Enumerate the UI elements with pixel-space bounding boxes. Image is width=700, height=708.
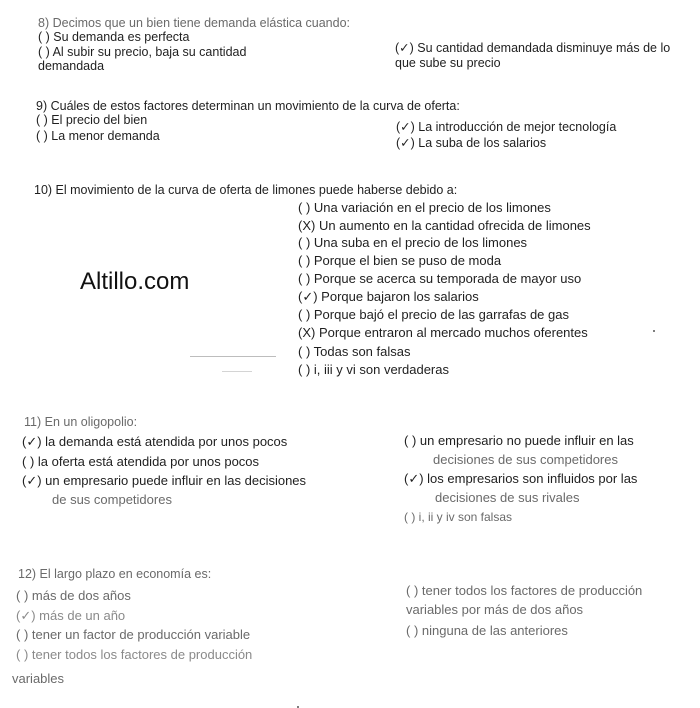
q11-option-f: ( ) i, ii y iv son falsas xyxy=(404,510,513,524)
q9-option-d: (✓) La suba de los salarios xyxy=(396,136,547,150)
q11-option-b: ( ) la oferta está atendida por unos pocos xyxy=(22,454,260,469)
q10-option-10: ( ) i, iii y vi son verdaderas xyxy=(298,362,449,377)
q10-option-5: ( ) Porque se acerca su temporada de mayor uso xyxy=(298,271,582,286)
q10-option-6: (✓) Porque bajaron los salarios xyxy=(298,289,479,304)
q10-question: 10) El movimiento de la curva de oferta de limones puede haberse debido a: xyxy=(34,183,458,197)
q12-option-c: ( ) tener un factor de producción variable xyxy=(16,627,251,642)
q12-option-e-line1: ( ) tener todos los factores de producción xyxy=(406,583,643,598)
q8-option-c-line1: (✓) Su cantidad demandada disminuye más de lo xyxy=(395,41,671,55)
q9-option-b: ( ) La menor demanda xyxy=(36,129,160,143)
q12-option-b: (✓) más de un año xyxy=(16,608,126,623)
scan-artifact-dot xyxy=(653,330,655,332)
scan-artifact-rule xyxy=(222,371,252,372)
q10-option-4: ( ) Porque el bien se puso de moda xyxy=(298,253,502,268)
q10-option-7: ( ) Porque bajó el precio de las garrafas de gas xyxy=(298,307,569,322)
q8-option-a: ( ) Su demanda es perfecta xyxy=(38,30,190,44)
q10-option-2: (X) Un aumento en la cantidad ofrecida de limones xyxy=(298,218,591,233)
q11-option-d-line1: ( ) un empresario no puede influir en las xyxy=(404,433,634,448)
q11-option-d-line2: decisiones de sus competidores xyxy=(433,452,618,467)
q10-option-8: (X) Porque entraron al mercado muchos oferentes xyxy=(298,325,588,340)
q9-option-a: ( ) El precio del bien xyxy=(36,113,148,127)
q11-option-e-line2: decisiones de sus rivales xyxy=(435,490,580,505)
scan-artifact-rule xyxy=(190,356,276,357)
q12-option-a: ( ) más de dos años xyxy=(16,588,131,603)
q9-question: 9) Cuáles de estos factores determinan un movimiento de la curva de oferta: xyxy=(36,99,460,113)
q8-option-b-line1: ( ) Al subir su precio, baja su cantidad xyxy=(38,45,247,59)
q8-option-b-line2: demandada xyxy=(38,59,105,73)
q10-option-1: ( ) Una variación en el precio de los limones xyxy=(298,200,551,215)
altillo-watermark: Altillo.com xyxy=(80,268,190,295)
q10-option-3: ( ) Una suba en el precio de los limones xyxy=(298,235,528,250)
q8-question: 8) Decimos que un bien tiene demanda elástica cuando: xyxy=(38,16,351,30)
q12-question: 12) El largo plazo en economía es: xyxy=(18,567,212,581)
q12-option-d-line1: ( ) tener todos los factores de producción xyxy=(16,647,253,662)
q12-option-f: ( ) ninguna de las anteriores xyxy=(406,623,568,638)
q11-option-c-line2: de sus competidores xyxy=(52,492,172,507)
q11-question: 11) En un oligopolio: xyxy=(24,415,138,429)
q11-option-e-line1: (✓) los empresarios son influidos por las xyxy=(404,471,638,486)
q12-option-e-line2: variables por más de dos años xyxy=(406,602,584,617)
q12-option-d-line2: variables xyxy=(12,671,65,686)
q9-option-c: (✓) La introducción de mejor tecnología xyxy=(396,120,617,134)
q8-option-c-line2: que sube su precio xyxy=(395,56,501,70)
q11-option-c-line1: (✓) un empresario puede influir en las decisiones xyxy=(22,473,307,488)
q11-option-a: (✓) la demanda está atendida por unos pocos xyxy=(22,434,288,449)
q10-option-9: ( ) Todas son falsas xyxy=(298,344,411,359)
